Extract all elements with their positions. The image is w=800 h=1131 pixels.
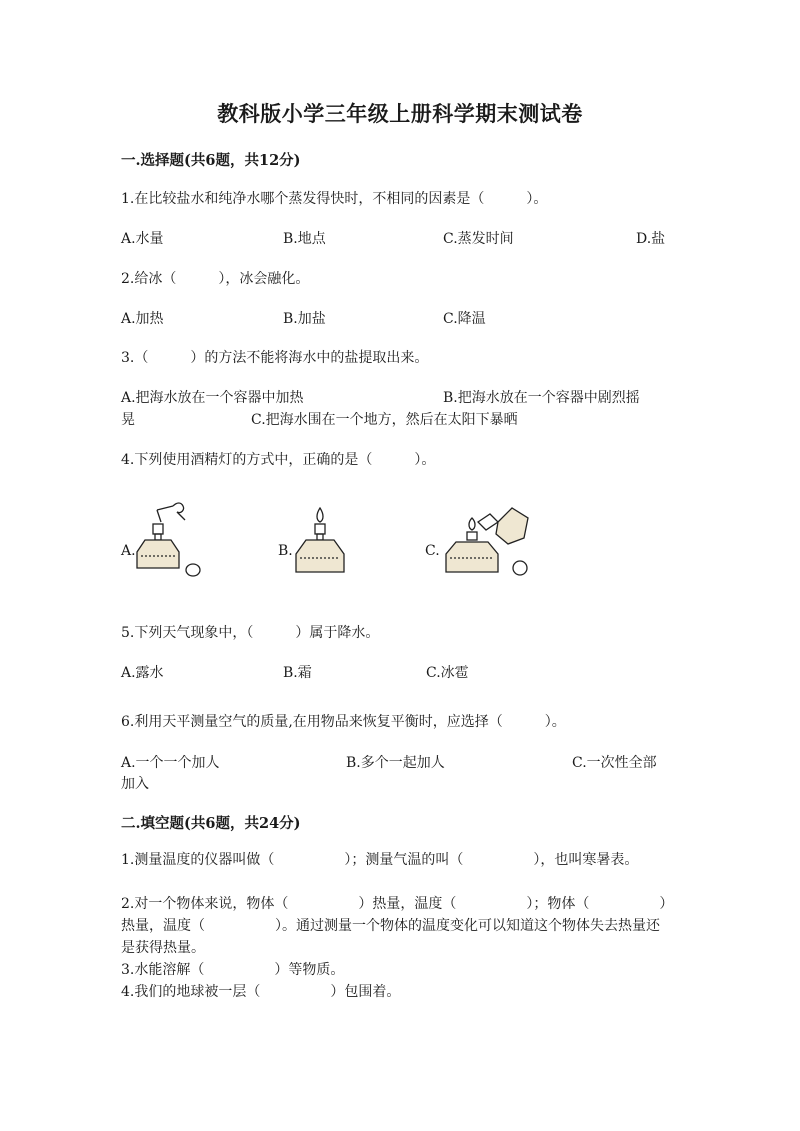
q6-option-c-continued: 加入 xyxy=(121,776,149,792)
alcohol-lamp-figure-b[interactable] xyxy=(290,506,350,582)
fill-item-2: 2.对一个物体来说，物体（ ）热量，温度（ ）；物体（ ）热量，温度（ ）。通过测量一个物体的温度变化可以知道这个物体失去热量还是获得热量。 xyxy=(121,896,667,956)
q1-option-b[interactable]: B.地点 xyxy=(283,231,326,247)
q4-option-c-label[interactable]: C. xyxy=(425,543,440,559)
q5-option-b[interactable]: B.霜 xyxy=(283,665,312,681)
q4-option-a-label[interactable]: A. xyxy=(121,543,136,559)
q5-option-c[interactable]: C.冰雹 xyxy=(426,665,469,681)
q3-option-a[interactable]: A.把海水放在一个容器中加热 xyxy=(121,390,304,406)
alcohol-lamp-figure-a[interactable] xyxy=(133,500,213,582)
q3-option-c[interactable]: C.把海水围在一个地方，然后在太阳下暴晒 xyxy=(251,412,518,428)
q6-option-b[interactable]: B.多个一起加人 xyxy=(346,755,445,771)
fill-item-1: 1.测量温度的仪器叫做（ ）；测量气温的叫（ ），也叫寒暑表。 xyxy=(121,852,639,868)
question-2-stem: 2.给冰（ ），冰会融化。 xyxy=(121,271,310,287)
question-1-stem: 1.在比较盐水和纯净水哪个蒸发得快时，不相同的因素是（ ）。 xyxy=(121,191,548,207)
q4-option-b-label[interactable]: B. xyxy=(278,543,293,559)
fill-item-3: 3.水能溶解（ ）等物质。 xyxy=(121,962,345,978)
question-5-stem: 5.下列天气现象中，（ ）属于降水。 xyxy=(121,625,380,641)
q6-option-a[interactable]: A.一个一个加人 xyxy=(121,755,220,771)
page-title: 教科版小学三年级上册科学期末测试卷 xyxy=(217,101,583,126)
q3-option-b-continued: 晃 xyxy=(121,412,135,428)
q1-option-d[interactable]: D.盐 xyxy=(636,231,666,247)
q6-option-c[interactable]: C.一次性全部 xyxy=(572,755,657,771)
question-4-stem: 4.下列使用酒精灯的方式中，正确的是（ ）。 xyxy=(121,452,436,468)
q2-option-a[interactable]: A.加热 xyxy=(121,311,164,327)
q2-option-c[interactable]: C.降温 xyxy=(443,311,486,327)
q1-option-a[interactable]: A.水量 xyxy=(121,231,164,247)
section-heading-fill: 二.填空题(共6题，共24分) xyxy=(121,815,301,832)
q1-option-c[interactable]: C.蒸发时间 xyxy=(443,231,514,247)
fill-item-4: 4.我们的地球被一层（ ）包围着。 xyxy=(121,984,401,1000)
q3-option-b[interactable]: B.把海水放在一个容器中剧烈摇 xyxy=(443,390,640,406)
section-heading-choice: 一.选择题(共6题，共12分) xyxy=(121,152,301,169)
question-6-stem: 6.利用天平测量空气的质量,在用物品来恢复平衡时，应选择（ ）。 xyxy=(121,714,566,730)
alcohol-lamp-figure-c[interactable] xyxy=(442,500,534,580)
q2-option-b[interactable]: B.加盐 xyxy=(283,311,326,327)
question-3-stem: 3.（ ）的方法不能将海水中的盐提取出来。 xyxy=(121,350,429,366)
q5-option-a[interactable]: A.露水 xyxy=(121,665,164,681)
